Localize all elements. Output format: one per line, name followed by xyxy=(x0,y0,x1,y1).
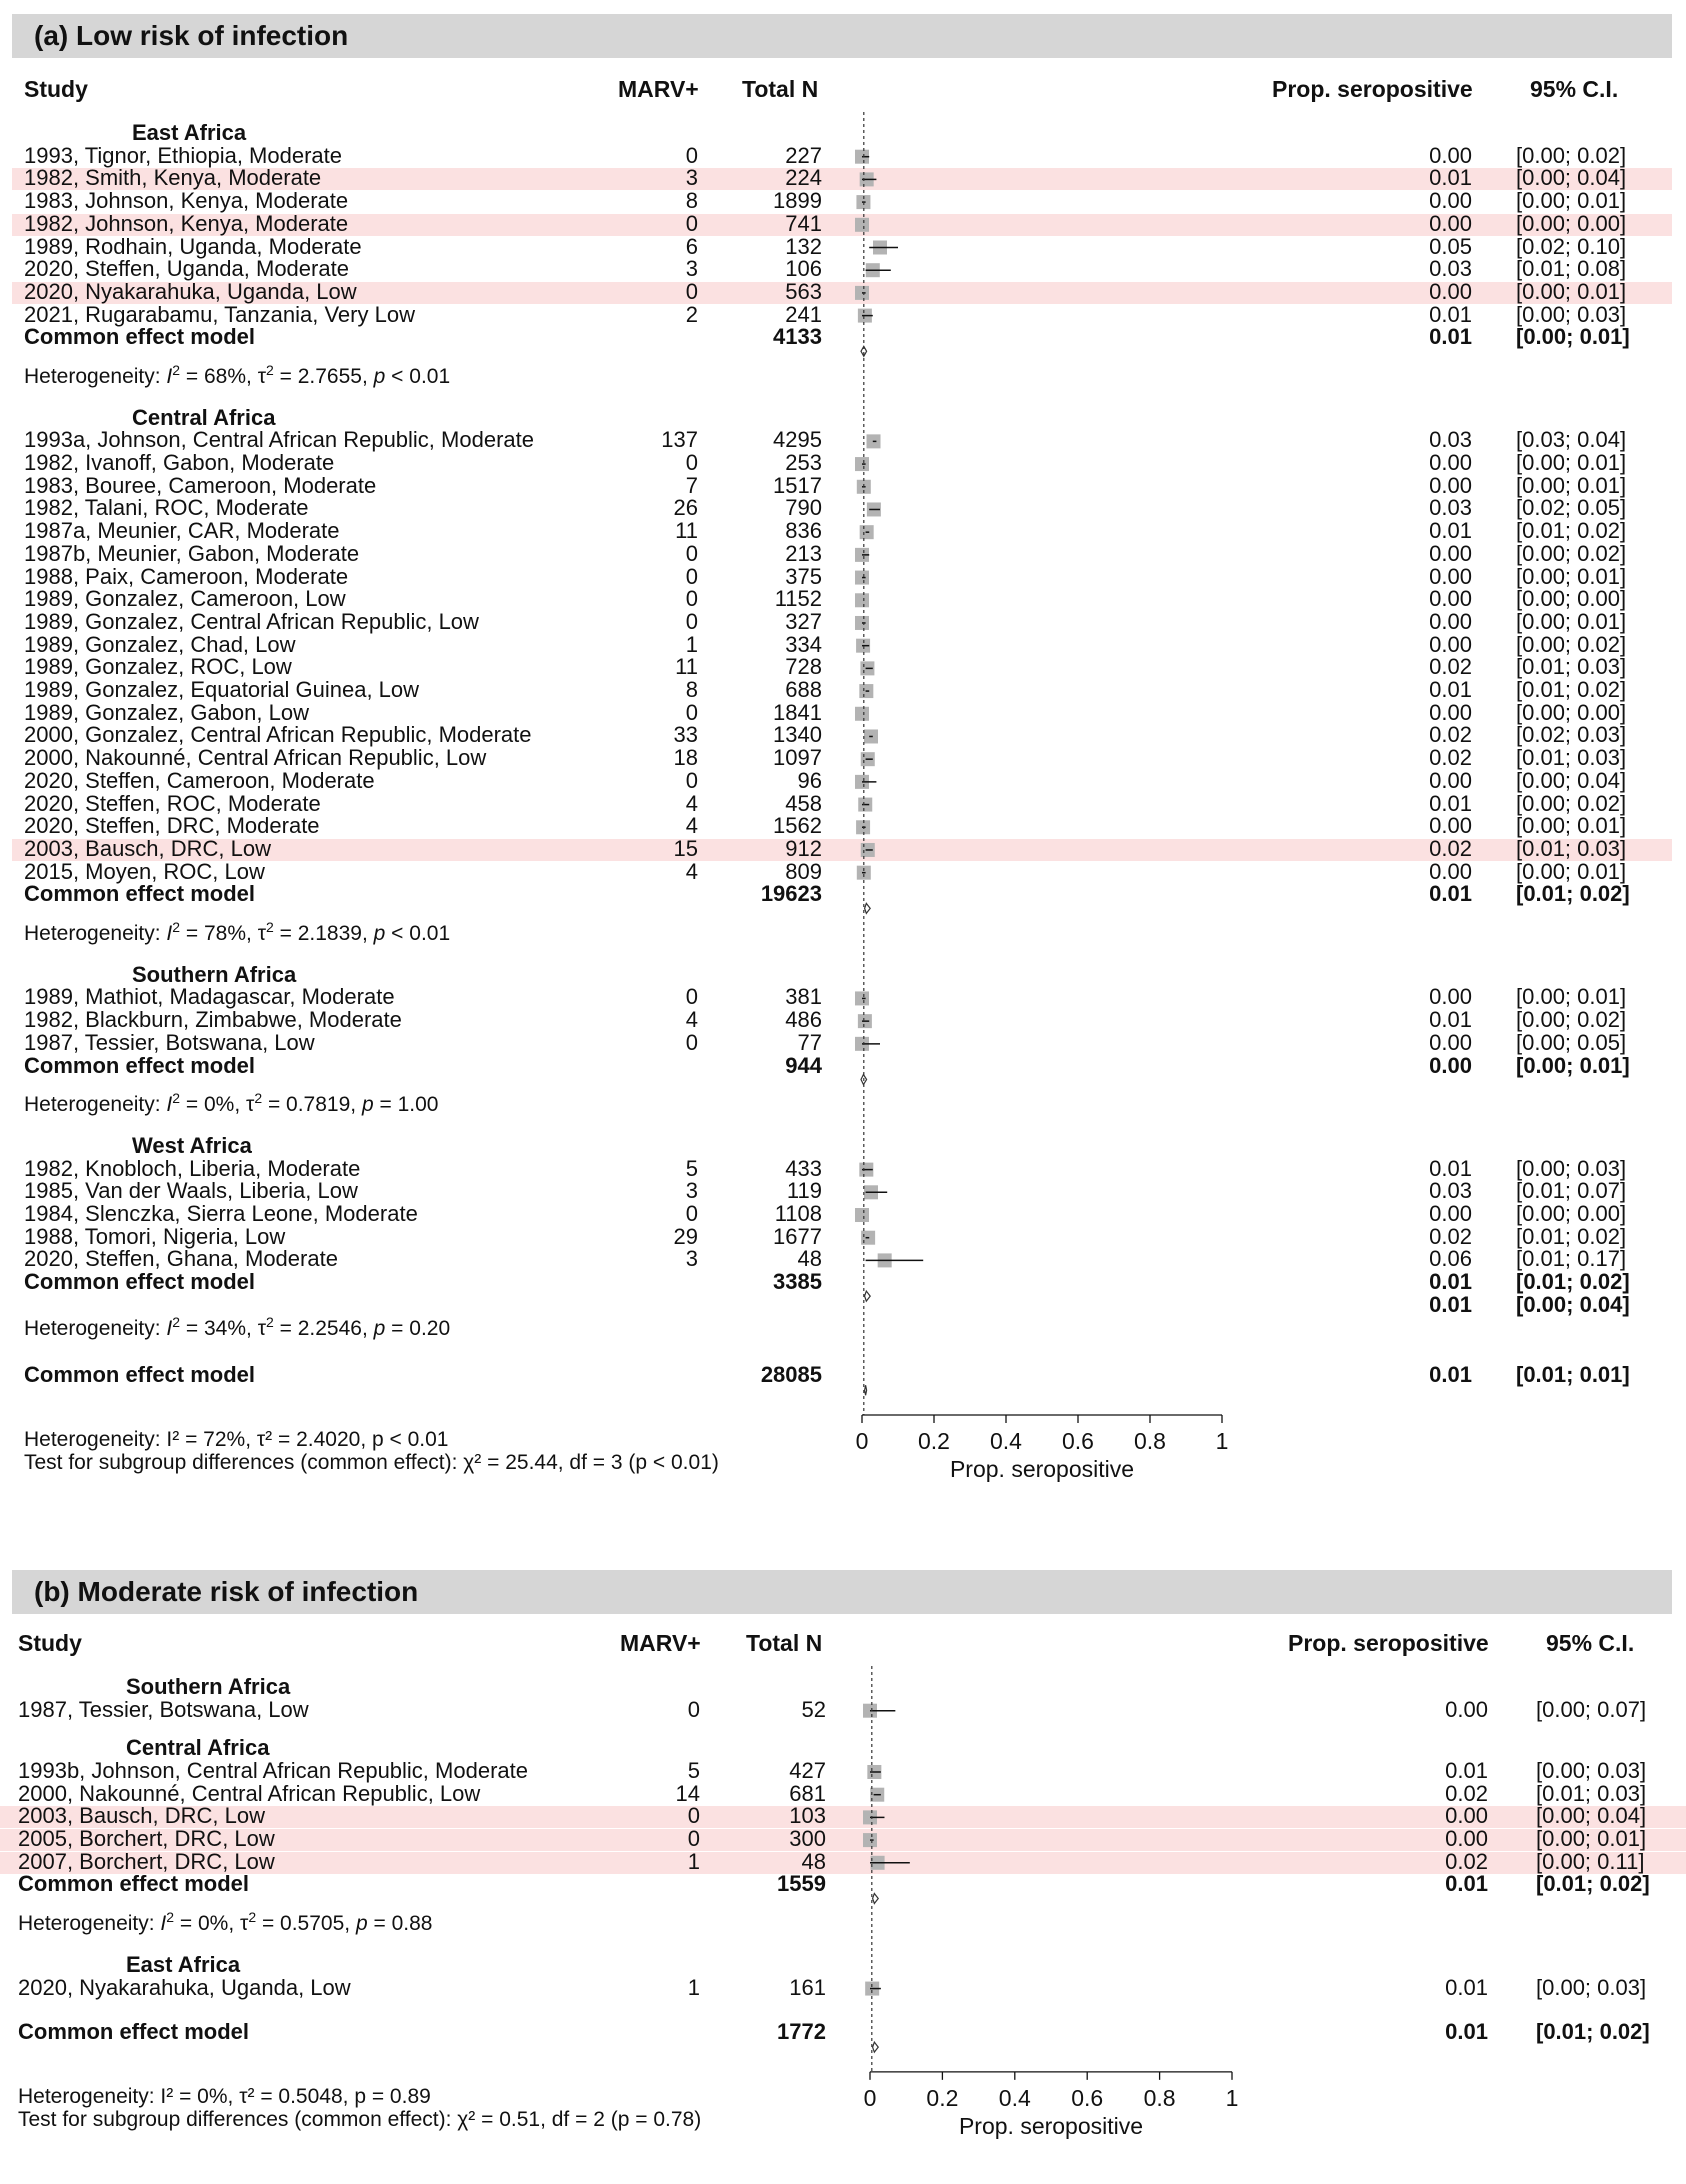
group-heading: East Africa xyxy=(126,1951,241,1977)
overall-heterogeneity: Heterogeneity: I² = 72%, τ² = 2.4020, p < 0.01 xyxy=(24,1427,449,1451)
overall-label: Common effect model xyxy=(24,1362,256,1388)
prop-value: 0.01 xyxy=(1429,1155,1472,1181)
group-heading: East Africa xyxy=(132,120,247,145)
events-value: 0 xyxy=(685,699,698,725)
ci-value: [0.00; 0.01] xyxy=(1516,608,1627,634)
summary-total: 4133 xyxy=(773,324,822,350)
total-value: 103 xyxy=(789,1803,826,1829)
extra-summary-ci: [0.00; 0.04] xyxy=(1516,1291,1630,1317)
total-value: 77 xyxy=(797,1029,822,1055)
events-value: 11 xyxy=(675,654,698,680)
events-value: 0 xyxy=(685,450,698,476)
total-value: 427 xyxy=(789,1757,826,1783)
prop-value: 0.00 xyxy=(1429,142,1472,168)
total-value: 213 xyxy=(785,540,822,566)
column-header-ci: 95% C.I. xyxy=(1546,1630,1635,1656)
overall-prop: 0.01 xyxy=(1445,2019,1488,2045)
summary-prop: 0.01 xyxy=(1429,881,1472,907)
prop-value: 0.02 xyxy=(1429,835,1472,861)
ci-value: [0.01; 0.03] xyxy=(1516,654,1627,680)
ci-value: [0.01; 0.02] xyxy=(1516,1223,1627,1249)
ci-value: [0.00; 0.01] xyxy=(1516,984,1627,1010)
total-value: 741 xyxy=(785,210,822,236)
ci-value: [0.00; 0.01] xyxy=(1516,278,1627,304)
study-label: 2007, Borchert, DRC, Low xyxy=(18,1848,275,1874)
study-label: 2015, Moyen, ROC, Low xyxy=(24,858,265,884)
column-header-prop: Prop. seropositive xyxy=(1272,76,1473,102)
ci-value: [0.02; 0.10] xyxy=(1516,233,1627,259)
summary-ci: [0.00; 0.01] xyxy=(1516,1052,1630,1078)
events-value: 4 xyxy=(685,790,698,816)
study-label: 1987, Tessier, Botswana, Low xyxy=(18,1696,309,1722)
summary-ci: [0.01; 0.02] xyxy=(1516,881,1630,907)
ci-value: [0.01; 0.03] xyxy=(1516,745,1627,771)
overall-ci: [0.01; 0.01] xyxy=(1516,1362,1630,1388)
column-header-total: Total N xyxy=(742,76,819,102)
group-heading: Central Africa xyxy=(126,1735,270,1761)
total-value: 224 xyxy=(785,165,822,191)
x-tick-label: 1 xyxy=(1215,1427,1229,1454)
ci-value: [0.02; 0.03] xyxy=(1516,722,1627,748)
study-label: 1993b, Johnson, Central African Republic, Moderate xyxy=(18,1757,528,1783)
prop-value: 0.03 xyxy=(1429,1178,1472,1204)
prop-value: 0.00 xyxy=(1429,984,1472,1010)
overall-total: 28085 xyxy=(760,1362,822,1388)
total-value: 1152 xyxy=(774,586,822,612)
ci-value: [0.00; 0.01] xyxy=(1516,563,1627,589)
events-value: 0 xyxy=(685,767,698,793)
prop-value: 0.05 xyxy=(1429,233,1472,259)
events-value: 3 xyxy=(685,1246,698,1272)
subgroup-test: Test for subgroup differences (common effect): χ² = 25.44, df = 3 (p < 0.01) xyxy=(24,1450,719,1474)
prop-value: 0.00 xyxy=(1429,1201,1472,1226)
total-value: 486 xyxy=(785,1007,822,1033)
total-value: 119 xyxy=(786,1178,822,1204)
prop-value: 0.01 xyxy=(1429,301,1472,327)
total-value: 381 xyxy=(785,984,822,1010)
prop-value: 0.02 xyxy=(1429,745,1472,771)
events-value: 15 xyxy=(673,835,698,861)
prop-value: 0.00 xyxy=(1445,1826,1488,1852)
study-label: 2020, Steffen, Cameroon, Moderate xyxy=(24,767,375,793)
study-label: 2005, Borchert, DRC, Low xyxy=(18,1826,275,1852)
prop-value: 0.01 xyxy=(1429,677,1472,703)
study-estimate-mark xyxy=(863,1810,884,1824)
events-value: 4 xyxy=(685,813,698,839)
column-header-study: Study xyxy=(18,1630,82,1656)
total-value: 48 xyxy=(801,1848,826,1874)
study-label: 2000, Nakounné, Central African Republic, Low xyxy=(18,1780,481,1806)
summary-label: Common effect model xyxy=(24,324,256,350)
ci-value: [0.00; 0.02] xyxy=(1516,631,1627,657)
total-value: 161 xyxy=(789,1974,826,2000)
prop-value: 0.00 xyxy=(1429,631,1472,657)
study-label: 1989, Gonzalez, Chad, Low xyxy=(24,631,296,657)
prop-value: 0.00 xyxy=(1429,699,1472,725)
total-value: 836 xyxy=(785,518,822,544)
events-value: 1 xyxy=(685,631,698,657)
ci-value: [0.01; 0.07] xyxy=(1516,1178,1627,1204)
events-value: 0 xyxy=(685,1201,698,1226)
prop-value: 0.00 xyxy=(1429,1029,1472,1055)
study-label: 1989, Gonzalez, Cameroon, Low xyxy=(24,586,346,612)
summary-diamond xyxy=(873,1893,879,1903)
summary-total: 1559 xyxy=(777,1871,826,1897)
overall-heterogeneity: Heterogeneity: I² = 0%, τ² = 0.5048, p = 0.89 xyxy=(18,2084,431,2108)
total-value: 809 xyxy=(785,858,822,884)
panel-title-a: (a) Low risk of infection xyxy=(12,14,1672,58)
study-label: 1987a, Meunier, CAR, Moderate xyxy=(24,518,340,544)
total-value: 1899 xyxy=(773,188,822,214)
events-value: 3 xyxy=(685,165,698,191)
ci-value: [0.00; 0.03] xyxy=(1516,1155,1627,1181)
study-label: 1989, Mathiot, Madagascar, Moderate xyxy=(24,984,395,1010)
total-value: 1108 xyxy=(774,1201,822,1226)
total-value: 790 xyxy=(785,495,822,521)
total-value: 96 xyxy=(797,767,822,793)
total-value: 563 xyxy=(785,278,822,304)
x-axis-label: Prop. seropositive xyxy=(949,1455,1135,1482)
ci-value: [0.00; 0.00] xyxy=(1516,699,1627,725)
total-value: 1562 xyxy=(773,813,822,839)
ci-value: [0.03; 0.04] xyxy=(1516,427,1627,453)
events-value: 5 xyxy=(685,1155,698,1181)
total-value: 728 xyxy=(785,654,822,680)
total-value: 1097 xyxy=(773,745,822,771)
summary-label: Common effect model xyxy=(18,1871,250,1897)
overall-prop: 0.01 xyxy=(1429,1362,1472,1388)
prop-value: 0.01 xyxy=(1429,1007,1472,1033)
summary-label: Common effect model xyxy=(24,1052,256,1078)
study-label: 2021, Rugarabamu, Tanzania, Very Low xyxy=(24,301,415,327)
summary-prop: 0.01 xyxy=(1429,324,1472,350)
overall-ci: [0.01; 0.02] xyxy=(1536,2019,1650,2045)
ci-value: [0.00; 0.00] xyxy=(1516,210,1627,236)
events-value: 137 xyxy=(661,427,698,453)
events-value: 4 xyxy=(685,858,698,884)
prop-value: 0.02 xyxy=(1445,1848,1488,1874)
x-tick-label: 0.8 xyxy=(1143,2084,1176,2111)
events-value: 11 xyxy=(675,518,698,544)
ci-value: [0.00; 0.02] xyxy=(1516,142,1627,168)
ci-value: [0.00; 0.02] xyxy=(1516,1007,1627,1033)
events-value: 4 xyxy=(685,1007,698,1033)
events-value: 0 xyxy=(685,608,698,634)
prop-value: 0.00 xyxy=(1429,188,1472,214)
study-estimate-mark xyxy=(863,1704,895,1718)
ci-value: [0.00; 0.00] xyxy=(1516,1201,1627,1226)
events-value: 0 xyxy=(687,1826,700,1852)
summary-prop: 0.01 xyxy=(1429,1269,1472,1295)
study-label: 1989, Gonzalez, ROC, Low xyxy=(24,654,292,680)
x-tick-label: 0 xyxy=(863,2084,877,2111)
study-label: 1993a, Johnson, Central African Republic, Moderate xyxy=(24,427,534,453)
ci-value: [0.00; 0.05] xyxy=(1516,1029,1627,1055)
ci-value: [0.01; 0.02] xyxy=(1516,518,1627,544)
column-header-total: Total N xyxy=(746,1630,823,1656)
study-estimate-mark xyxy=(865,1982,881,1996)
study-label: 1988, Paix, Cameroon, Moderate xyxy=(24,563,349,589)
events-value: 1 xyxy=(687,1848,700,1874)
prop-value: 0.00 xyxy=(1429,813,1472,839)
ci-value: [0.01; 0.03] xyxy=(1516,835,1627,861)
summary-diamond xyxy=(873,2042,879,2052)
overall-total: 1772 xyxy=(777,2019,826,2045)
total-value: 1841 xyxy=(773,699,822,725)
summary-label: Common effect model xyxy=(24,1269,256,1295)
column-header-events: MARV+ xyxy=(620,1630,701,1656)
prop-value: 0.06 xyxy=(1429,1246,1472,1272)
x-tick-label: 0.4 xyxy=(998,2084,1031,2111)
group-heterogeneity: Heterogeneity: $I^2 = 78\%$, $\tau^2 = 2.1839$, p < 0.01 xyxy=(24,919,451,946)
events-value: 0 xyxy=(685,142,698,168)
events-value: 0 xyxy=(685,1029,698,1055)
ci-value: [0.01; 0.17] xyxy=(1516,1246,1627,1272)
group-heading: West Africa xyxy=(132,1132,252,1158)
group-heading: Southern Africa xyxy=(132,961,297,987)
column-header-prop: Prop. seropositive xyxy=(1288,1630,1489,1656)
ci-value: [0.00; 0.03] xyxy=(1536,1757,1647,1783)
study-estimate-mark xyxy=(867,1765,881,1779)
prop-value: 0.02 xyxy=(1445,1780,1488,1806)
total-value: 433 xyxy=(785,1155,822,1181)
ci-value: [0.00; 0.04] xyxy=(1516,165,1627,191)
study-label: 1983, Johnson, Kenya, Moderate xyxy=(24,188,349,214)
ci-value: [0.00; 0.04] xyxy=(1536,1803,1647,1829)
study-label: 1982, Ivanoff, Gabon, Moderate xyxy=(24,450,335,476)
prop-value: 0.03 xyxy=(1429,427,1472,453)
events-value: 1 xyxy=(687,1974,700,2000)
summary-label: Common effect model xyxy=(24,881,256,907)
prop-value: 0.01 xyxy=(1445,1974,1488,2000)
ci-value: [0.00; 0.03] xyxy=(1516,301,1627,327)
study-estimate-mark xyxy=(863,1833,877,1847)
study-label: 1983, Bouree, Cameroon, Moderate xyxy=(24,472,377,498)
prop-value: 0.00 xyxy=(1445,1803,1488,1829)
ci-value: [0.00; 0.01] xyxy=(1536,1826,1647,1852)
prop-value: 0.00 xyxy=(1429,540,1472,566)
prop-value: 0.03 xyxy=(1429,495,1472,521)
total-value: 912 xyxy=(785,835,822,861)
prop-value: 0.02 xyxy=(1429,654,1472,680)
study-label: 1993, Tignor, Ethiopia, Moderate xyxy=(24,142,342,168)
events-value: 33 xyxy=(673,722,698,748)
total-value: 688 xyxy=(785,677,822,703)
ci-value: [0.00; 0.03] xyxy=(1536,1974,1647,2000)
summary-prop: 0.00 xyxy=(1429,1052,1472,1078)
ci-value: [0.00; 0.01] xyxy=(1516,450,1627,476)
prop-value: 0.02 xyxy=(1429,1223,1472,1249)
total-value: 458 xyxy=(785,790,822,816)
x-tick-label: 0.6 xyxy=(1071,2084,1104,2111)
total-value: 48 xyxy=(797,1246,822,1272)
study-label: 2020, Steffen, DRC, Moderate xyxy=(24,813,320,839)
total-value: 334 xyxy=(785,631,822,657)
total-value: 132 xyxy=(785,233,822,259)
events-value: 0 xyxy=(685,586,698,612)
total-value: 681 xyxy=(789,1780,826,1806)
study-label: 2020, Steffen, ROC, Moderate xyxy=(24,790,321,816)
total-value: 52 xyxy=(801,1696,826,1722)
total-value: 106 xyxy=(785,256,822,282)
ci-value: [0.00; 0.02] xyxy=(1516,790,1627,816)
events-value: 8 xyxy=(685,188,698,214)
total-value: 253 xyxy=(785,450,822,476)
prop-value: 0.01 xyxy=(1429,790,1472,816)
x-tick-label: 0.2 xyxy=(918,1427,950,1454)
ci-value: [0.00; 0.01] xyxy=(1516,472,1627,498)
prop-value: 0.00 xyxy=(1429,472,1472,498)
events-value: 29 xyxy=(673,1223,698,1249)
group-heterogeneity: Heterogeneity: $I^2 = 68\%$, $\tau^2 = 2.7655$, p < 0.01 xyxy=(24,362,451,388)
prop-value: 0.00 xyxy=(1429,586,1472,612)
events-value: 5 xyxy=(687,1757,700,1783)
prop-value: 0.00 xyxy=(1429,608,1472,634)
events-value: 0 xyxy=(685,278,698,304)
events-value: 0 xyxy=(685,210,698,236)
total-value: 327 xyxy=(785,608,822,634)
events-value: 0 xyxy=(685,563,698,589)
overall-label: Common effect model xyxy=(18,2019,250,2045)
events-value: 0 xyxy=(687,1696,700,1722)
events-value: 3 xyxy=(685,1178,698,1204)
events-value: 7 xyxy=(685,472,698,498)
events-value: 18 xyxy=(673,745,698,771)
study-label: 2020, Steffen, Uganda, Moderate xyxy=(24,256,349,282)
summary-prop: 0.01 xyxy=(1445,1871,1488,1897)
prop-value: 0.00 xyxy=(1429,210,1472,236)
prop-value: 0.00 xyxy=(1429,278,1472,304)
events-value: 14 xyxy=(675,1780,700,1806)
study-label: 2000, Nakounné, Central African Republic, Low xyxy=(24,745,487,771)
prop-value: 0.00 xyxy=(1429,563,1472,589)
panel-title-b: (b) Moderate risk of infection xyxy=(12,1570,1672,1614)
prop-value: 0.01 xyxy=(1445,1757,1488,1783)
prop-value: 0.00 xyxy=(1429,450,1472,476)
study-label: 1982, Johnson, Kenya, Moderate xyxy=(24,210,349,236)
total-value: 1340 xyxy=(773,722,822,748)
ci-value: [0.00; 0.04] xyxy=(1516,767,1627,793)
column-header-study: Study xyxy=(24,76,88,102)
ci-value: [0.00; 0.01] xyxy=(1516,813,1627,839)
ci-value: [0.01; 0.02] xyxy=(1516,677,1627,703)
x-tick-label: 0.8 xyxy=(1134,1427,1166,1454)
study-label: 1987, Tessier, Botswana, Low xyxy=(24,1029,315,1055)
total-value: 375 xyxy=(785,563,822,589)
total-value: 300 xyxy=(789,1826,826,1852)
total-value: 1677 xyxy=(773,1223,822,1249)
events-value: 2 xyxy=(685,301,698,327)
study-label: 2020, Steffen, Ghana, Moderate xyxy=(24,1246,338,1272)
prop-value: 0.01 xyxy=(1429,518,1472,544)
total-value: 227 xyxy=(785,142,822,168)
prop-value: 0.02 xyxy=(1429,722,1472,748)
group-heterogeneity: Heterogeneity: $I^2 = 0\%$, $\tau^2 = 0.5705$, p = 0.88 xyxy=(18,1909,433,1936)
ci-value: [0.00; 0.01] xyxy=(1516,188,1627,214)
events-value: 6 xyxy=(685,233,698,259)
x-tick-label: 0.6 xyxy=(1062,1427,1094,1454)
study-label: 2000, Gonzalez, Central African Republic, Moderate xyxy=(24,722,532,748)
events-value: 8 xyxy=(685,677,698,703)
ci-value: [0.00; 0.11] xyxy=(1536,1848,1645,1874)
x-tick-label: 0.2 xyxy=(926,2084,959,2111)
study-label: 1985, Van der Waals, Liberia, Low xyxy=(24,1178,358,1204)
column-header-ci: 95% C.I. xyxy=(1530,76,1619,102)
summary-total: 944 xyxy=(785,1052,822,1078)
x-tick-label: 1 xyxy=(1225,2084,1239,2111)
events-value: 0 xyxy=(685,984,698,1010)
study-label: 1982, Knobloch, Liberia, Moderate xyxy=(24,1155,361,1181)
ci-value: [0.01; 0.03] xyxy=(1536,1780,1647,1806)
events-value: 0 xyxy=(687,1803,700,1829)
study-label: 1989, Rodhain, Uganda, Moderate xyxy=(24,233,362,259)
prop-value: 0.01 xyxy=(1429,165,1472,191)
ci-value: [0.00; 0.01] xyxy=(1516,858,1627,884)
prop-value: 0.00 xyxy=(1429,767,1472,793)
group-heterogeneity: Heterogeneity: $I^2 = 34\%$, $\tau^2 = 2.2546$, p = 0.20 xyxy=(24,1313,451,1340)
study-label: 2003, Bausch, DRC, Low xyxy=(24,835,272,861)
study-label: 1989, Gonzalez, Gabon, Low xyxy=(24,699,309,725)
study-label: 1982, Smith, Kenya, Moderate xyxy=(24,165,322,191)
ci-value: [0.02; 0.05] xyxy=(1516,495,1627,521)
events-value: 3 xyxy=(685,256,698,282)
subgroup-test: Test for subgroup differences (common effect): χ² = 0.51, df = 2 (p = 0.78) xyxy=(18,2107,702,2131)
total-value: 1517 xyxy=(773,472,822,498)
ci-value: [0.00; 0.00] xyxy=(1516,586,1627,612)
study-label: 1984, Slenczka, Sierra Leone, Moderate xyxy=(24,1201,418,1226)
study-label: 1989, Gonzalez, Central African Republic, Low xyxy=(24,608,479,634)
study-label: 1987b, Meunier, Gabon, Moderate xyxy=(24,540,360,566)
summary-ci: [0.01; 0.02] xyxy=(1536,1871,1650,1897)
x-axis-label: Prop. seropositive xyxy=(958,2112,1144,2139)
study-label: 1982, Talani, ROC, Moderate xyxy=(24,495,309,521)
group-heading: Southern Africa xyxy=(126,1674,291,1699)
summary-ci: [0.00; 0.01] xyxy=(1516,324,1630,350)
total-value: 4295 xyxy=(773,427,822,453)
x-tick-label: 0.4 xyxy=(990,1427,1022,1454)
group-heading: Central Africa xyxy=(132,404,276,430)
study-label: 1988, Tomori, Nigeria, Low xyxy=(24,1223,286,1249)
x-tick-label: 0 xyxy=(855,1427,869,1454)
column-header-events: MARV+ xyxy=(618,76,699,102)
prop-value: 0.03 xyxy=(1429,256,1472,282)
summary-total: 3385 xyxy=(773,1269,822,1295)
total-value: 241 xyxy=(785,301,822,327)
prop-value: 0.00 xyxy=(1445,1696,1488,1722)
study-label: 2020, Nyakarahuka, Uganda, Low xyxy=(24,278,357,304)
ci-value: [0.00; 0.02] xyxy=(1516,540,1627,566)
ci-value: [0.00; 0.07] xyxy=(1536,1696,1647,1722)
extra-summary-prop: 0.01 xyxy=(1429,1291,1472,1317)
summary-ci: [0.01; 0.02] xyxy=(1516,1269,1630,1295)
events-value: 0 xyxy=(685,540,698,566)
study-label: 2003, Bausch, DRC, Low xyxy=(18,1803,266,1829)
study-estimate-mark xyxy=(870,1856,910,1870)
study-label: 1982, Blackburn, Zimbabwe, Moderate xyxy=(24,1007,402,1033)
study-label: 1989, Gonzalez, Equatorial Guinea, Low xyxy=(24,677,420,703)
group-heterogeneity: Heterogeneity: $I^2 = 0\%$, $\tau^2 = 0.7819$, p = 1.00 xyxy=(24,1090,439,1117)
summary-total: 19623 xyxy=(760,881,822,907)
study-label: 2020, Nyakarahuka, Uganda, Low xyxy=(18,1974,351,2000)
ci-value: [0.01; 0.08] xyxy=(1516,256,1627,282)
events-value: 26 xyxy=(673,495,698,521)
prop-value: 0.00 xyxy=(1429,858,1472,884)
